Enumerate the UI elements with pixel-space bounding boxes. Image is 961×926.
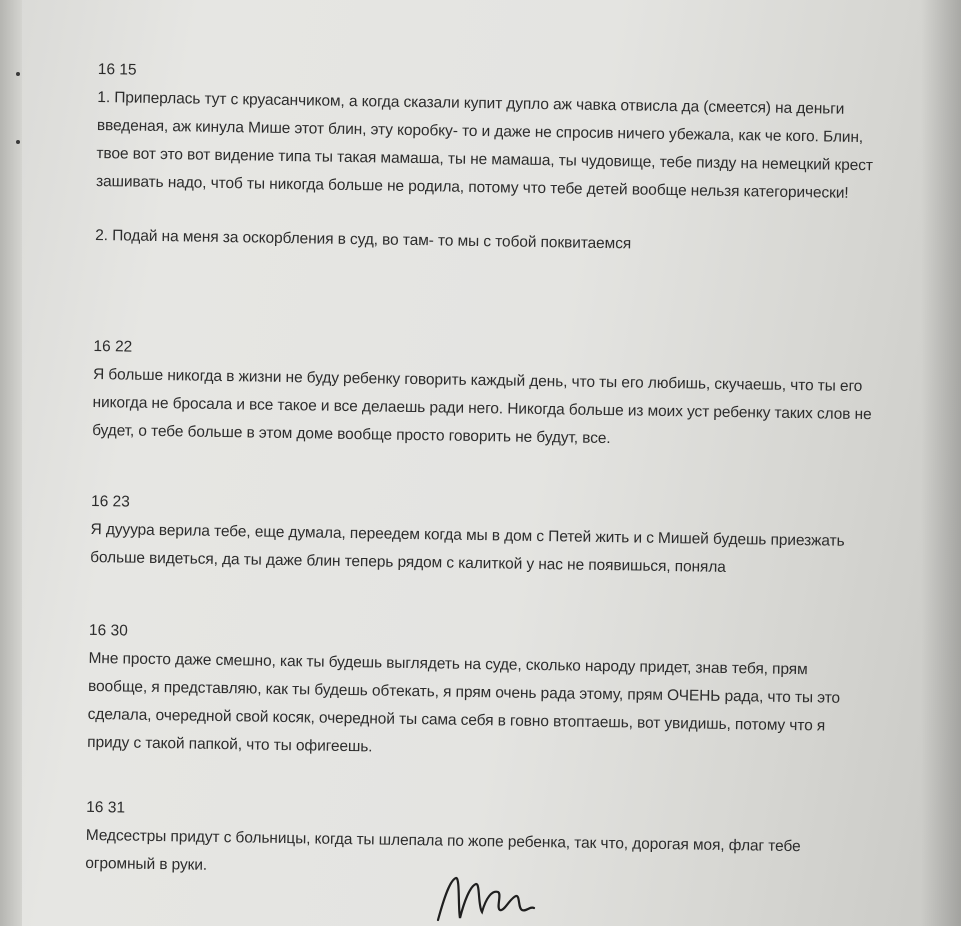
entry-1622 xyxy=(92,335,884,457)
handwritten-signature xyxy=(430,868,550,926)
entry-1623 xyxy=(90,490,881,584)
entry-text: Я больше никогда в жизни не буду ребенку говорить каждый день, что ты его любишь, скучаешь, что ты его никогда не бросала и все такое и все делаешь ради него. Никогда больше из моих уст ребенку таких слов не будет, о тебе больше в этом доме вообще просто говорить не будут, все. xyxy=(92,365,872,448)
transcript-content xyxy=(85,58,898,874)
punch-hole-mark-top xyxy=(16,72,20,76)
entry-text: Медсестры придут с больницы, когда ты шлепала по жопе ребенка, так что, дорогая моя, флаг тебе огромный в руки. xyxy=(85,826,801,874)
entry-text: Я дууура верила тебе, еще думала, переедем когда мы в дом с Петей жить и с Мишей будешь приезжать больше видеться, да ты даже блин теперь рядом с калиткой у нас не появишься, поняла xyxy=(90,520,845,576)
entry-timestamp: 16 22 xyxy=(93,337,133,356)
entry-timestamp: 16 30 xyxy=(88,621,128,640)
entry-1630 xyxy=(87,619,879,769)
entry-1615 xyxy=(95,58,888,262)
punch-hole-mark-bottom xyxy=(16,140,20,144)
entry-text: Мне просто даже смешно, как ты будешь выглядеть на суде, сколько народу придет, знав тебя, прям вообще, я представляю, как ты будешь обтекать, я прям очень рада этому, прям ОЧЕНЬ рада, что ты это сделала, очередной свой косяк, очередной ты сама себя в говно втоптаешь, вот увидишь, потому что я приду с такой папкой, что ты офигеешь. xyxy=(87,649,841,756)
entry-timestamp: 16 23 xyxy=(90,492,130,511)
entry-timestamp: 16 31 xyxy=(86,798,126,817)
entry-text: 1. Приперлась тут с круасанчиком, а когда сказали купит дупло аж чавка отвисла да (смеется) на деньги введеная, аж кинула Мише этот блин, эту коробку- то и даже не спросив ничего убежала, как че кого. Блин, твое вот это вот видение типа ты такая мамаша, ты не мамаша, ты чудовище, тебе пизду на немецкий крест зашивать надо, чтоб ты никогда больше не родила, потому что тебе детей вообще нельзя категорически! xyxy=(95,88,873,202)
entry-text: 2. Подай на меня за оскорбления в суд, во там- то мы с тобой поквитаемся xyxy=(95,226,632,253)
entry-timestamp: 16 15 xyxy=(97,60,137,79)
